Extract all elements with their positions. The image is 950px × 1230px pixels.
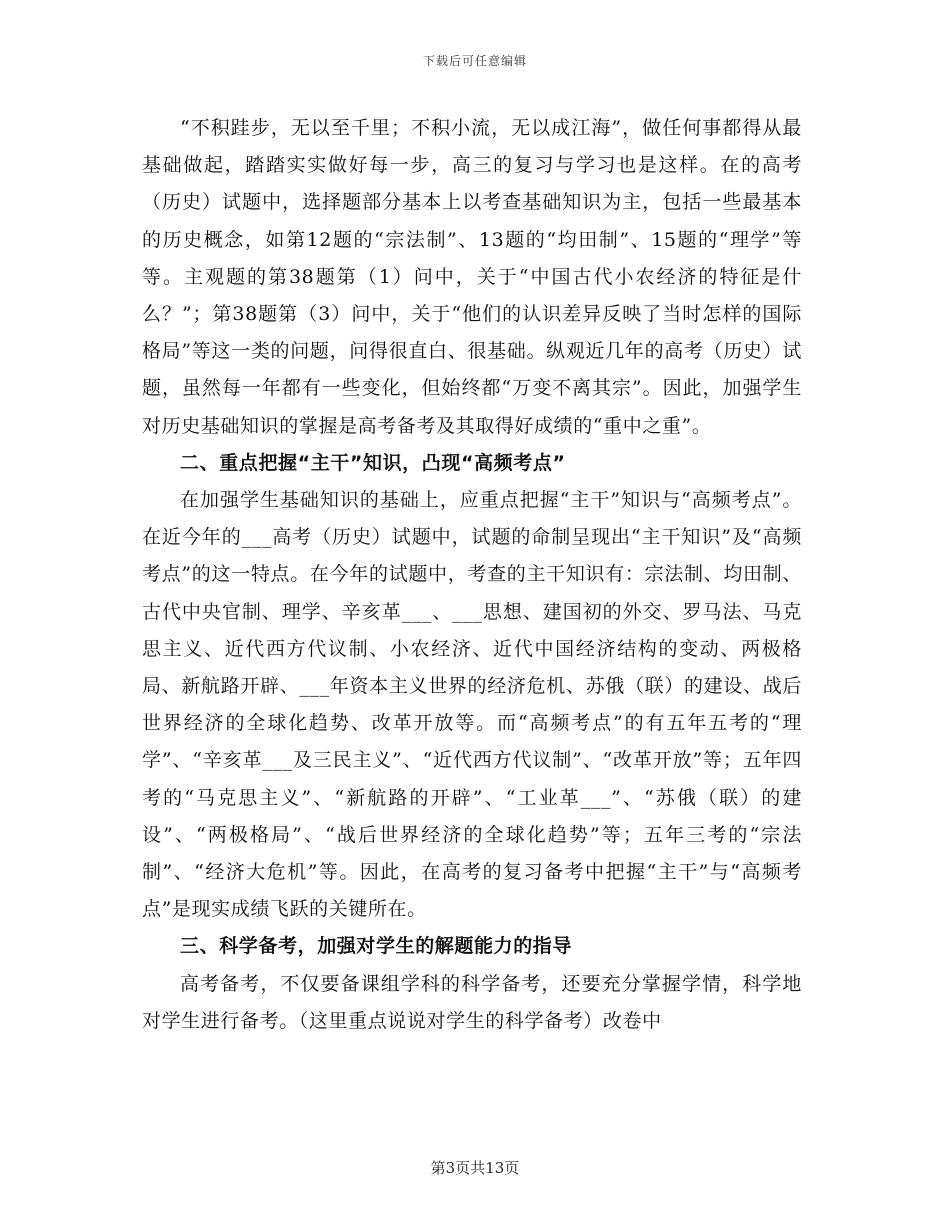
document-body (142, 110, 802, 1040)
page-header-note: 下载后可任意编辑 (422, 54, 527, 68)
section-heading-2: 二、重点把握“主干”知识，凸现“高频考点” (180, 451, 566, 474)
page-number: 第3页共13页 (430, 1159, 520, 1177)
paragraph-key-knowledge: 在加强学生基础知识的基础上，应重点把握“主干”知识与“高频考点”。在近今年的___高考（历史）试题中，试题的命制呈现出“主干知识”及“高频考点”的这一特点。在今年的试题中，考查的主干知识有：宗法制、均田制、古代中央官制、理学、辛亥革___、___思想、建国初的外交、罗马法、马克思主义、近代西方代议制、小农经济、近代中国经济结构的变动、两极格局、新航路开辟、___年资本主义世界的经济危机、苏俄（联）的建设、战后世界经济的全球化趋势、改革开放等。而“高频考点”的有五年五考的“理学”、“辛亥革___及三民主义”、“近代西方代议制”、“改革开放”等；五年四考的“马克思主义”、“新航路的开辟”、“工业革___”、“苏俄（联）的建设”、“两极格局”、“战后世界经济的全球化趋势”等；五年三考的“宗法制”、“经济大危机”等。因此，在高考的复习备考中把握“主干”与“高频考点”是现实成绩飞跃的关键所在。 (142, 489, 802, 921)
section-heading-3: 三、科学备考，加强对学生的解题能力的指导 (180, 935, 573, 958)
paragraph-scientific-prep: 高考备考，不仅要备课组学科的科学备考，还要充分掌握学情，科学地对学生进行备考。（这里重点说说对学生的科学备考）改卷中 (142, 972, 802, 1032)
paragraph-foundation: “不积跬步，无以至千里；不积小流，无以成江海”，做任何事都得从最基础做起，踏踏实实做好每一步，高三的复习与学习也是这样。在的高考（历史）试题中，选择题部分基本上以考查基础知识为主，包括一些最基本的历史概念，如第12题的“宗法制”、13题的“均田制”、15题的“理学”等等。主观题的第38题第（1）问中，关于“中国古代小农经济的特征是什么？”；第38题第（3）问中，关于“他们的认识差异反映了当时怎样的国际格局”等这一类的问题，问得很直白、很基础。纵观近几年的高考（历史）试题，虽然每一年都有一些变化，但始终都“万变不离其宗”。因此，加强学生对历史基础知识的掌握是高考备考及其取得好成绩的“重中之重”。 (142, 117, 802, 437)
